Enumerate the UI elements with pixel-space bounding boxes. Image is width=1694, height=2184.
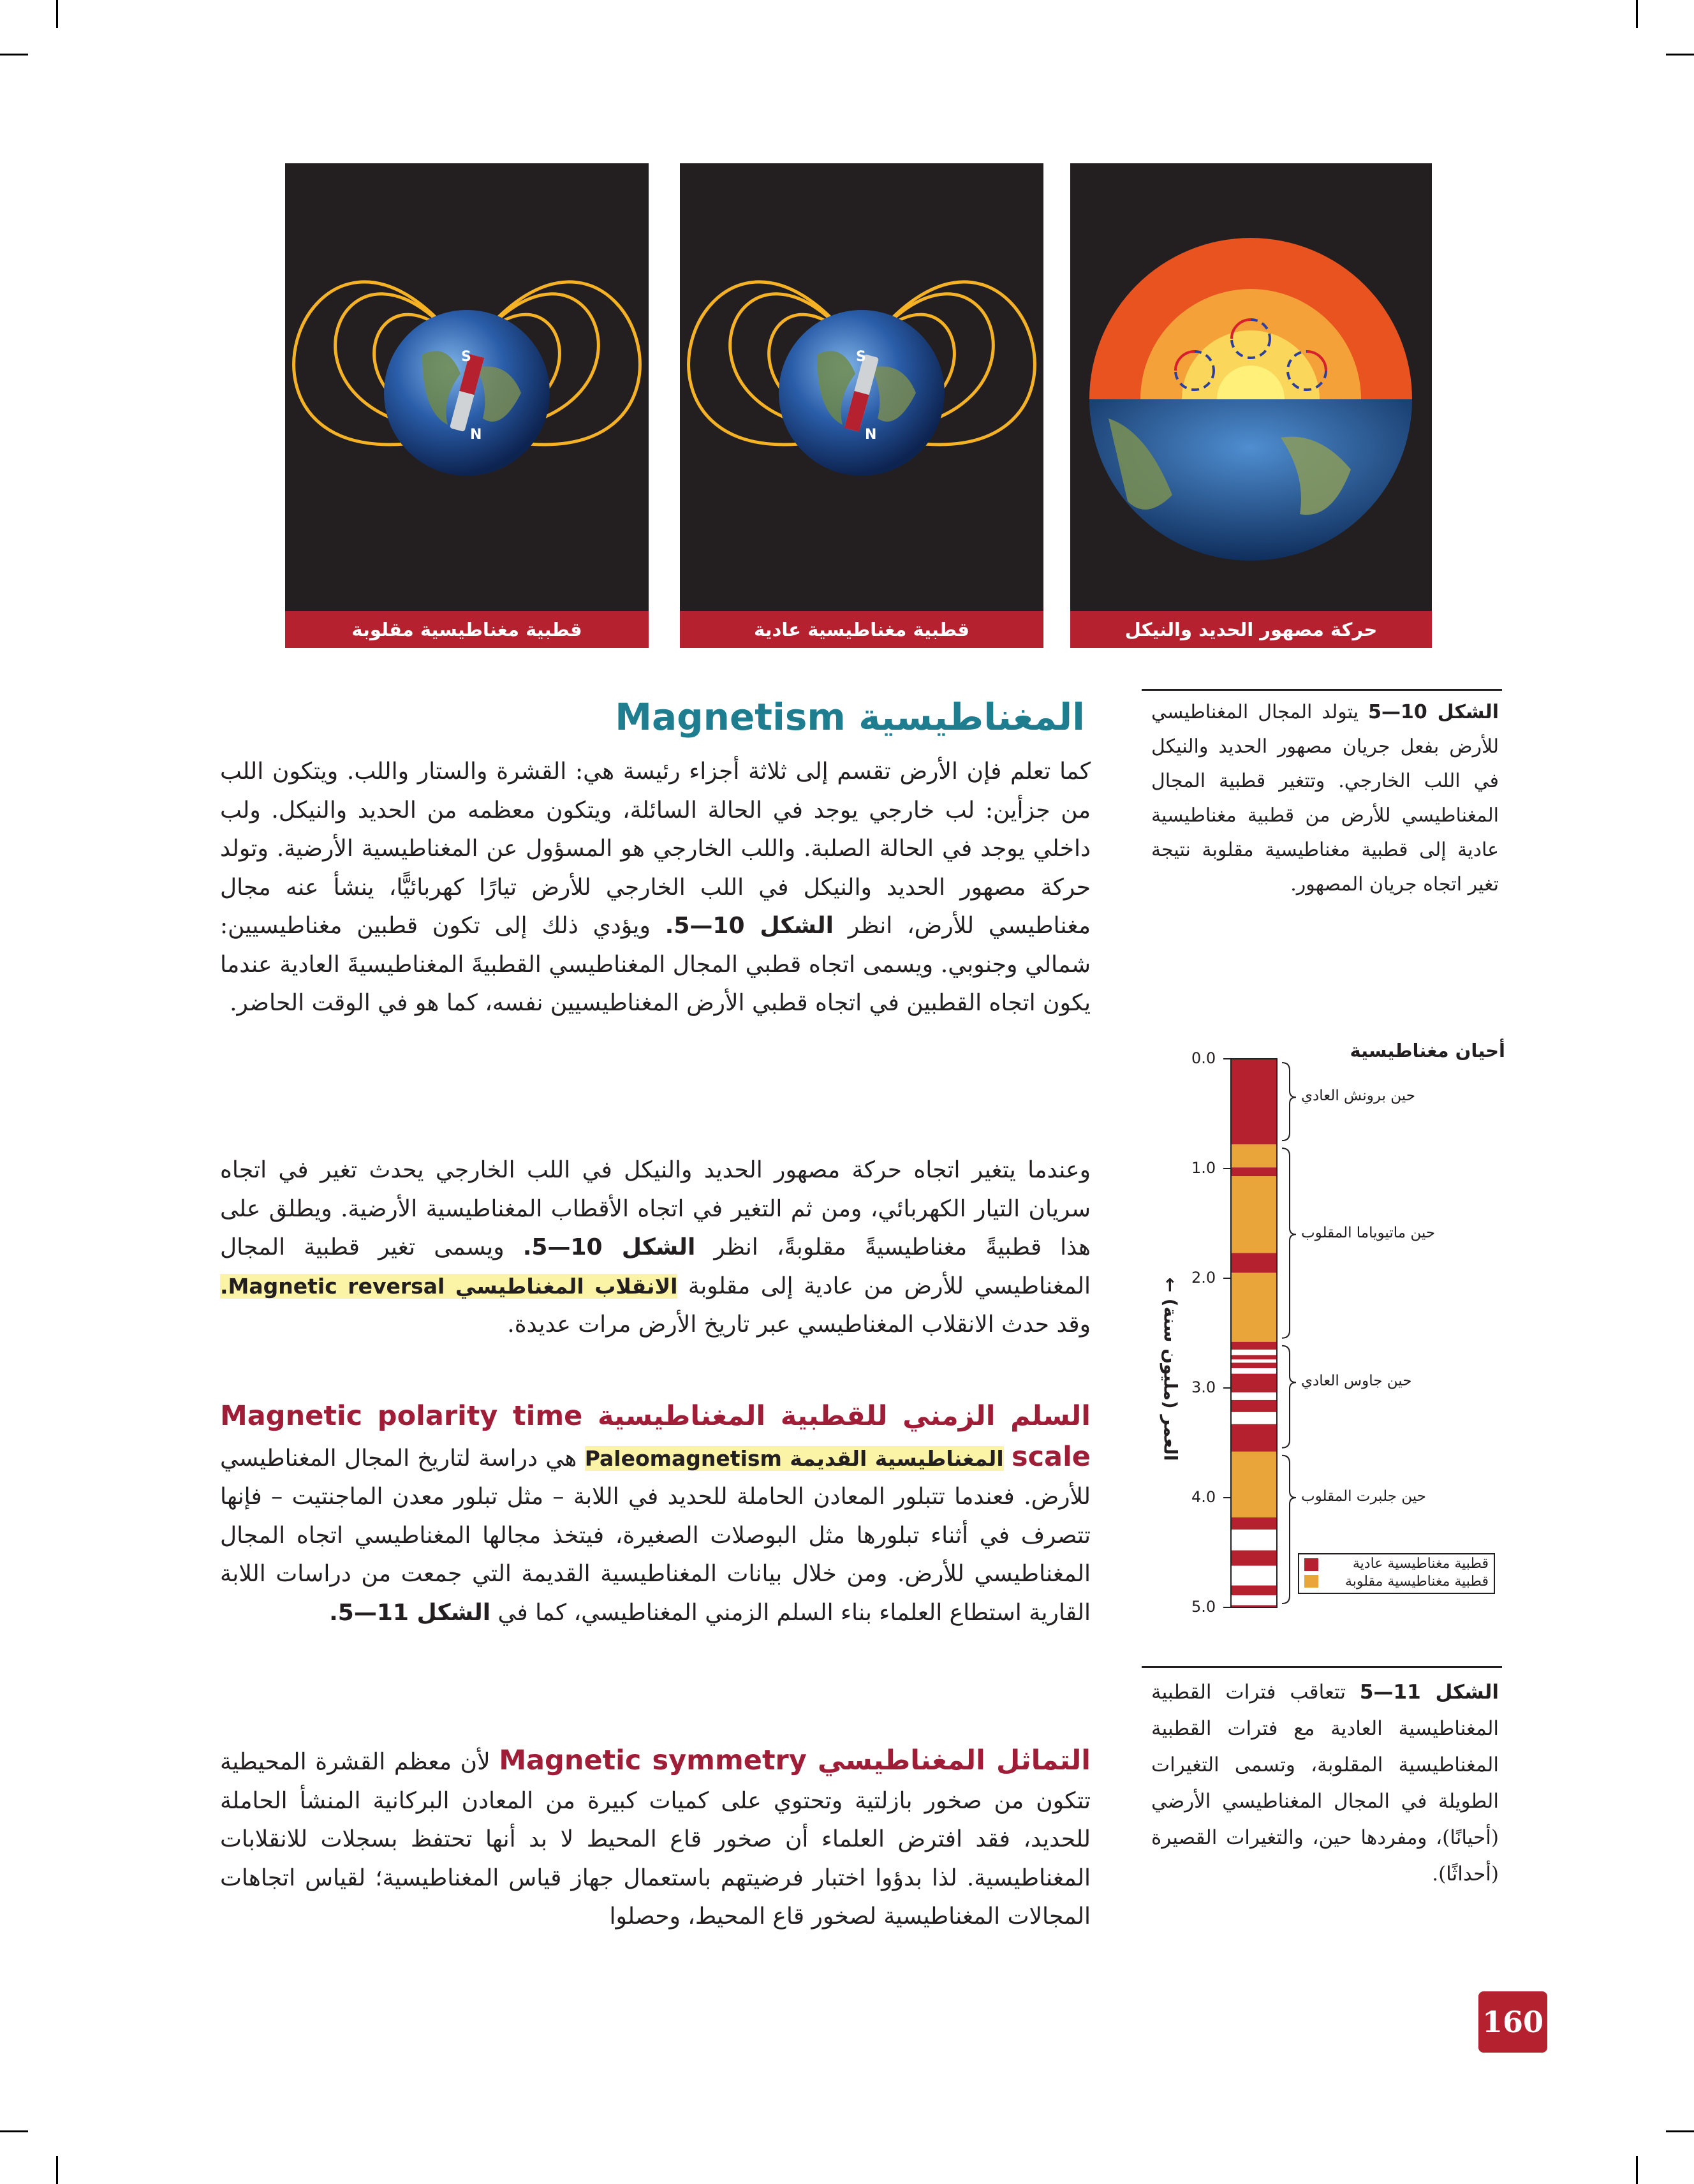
crop-mark xyxy=(56,2156,58,2184)
normal-interval xyxy=(1231,1424,1277,1452)
normal-interval xyxy=(1231,1355,1277,1359)
legend-swatch-reversed xyxy=(1304,1575,1318,1588)
crop-mark xyxy=(1636,0,1638,28)
magnet-n-label: N xyxy=(470,427,482,443)
figure-reference: الشكل 10—5. xyxy=(665,913,834,939)
figure-panel-core xyxy=(1070,163,1432,648)
legend-swatch-normal xyxy=(1304,1558,1318,1571)
tick-label: 5.0 xyxy=(1191,1598,1216,1616)
figure-caption: قطبية مغناطيسية مقلوبة xyxy=(285,611,649,648)
subsection-polarity-time-scale xyxy=(220,1397,1091,1632)
crop-mark xyxy=(1666,2130,1694,2132)
figure-caption-text: يتولد المجال المغناطيسي للأرض بفعل جريان مصهور الحديد والنيكل في اللب الخارجي. وتتغير قطبية المجال المغناطيسي للأرض من قطبية مغناطيسية عادية إلى قطبية مغناطيسية مقلوبة نتيجة تغير اتجاه جريان المصهور. xyxy=(1151,701,1499,896)
reversed-interval xyxy=(1231,1452,1277,1517)
figure-panel-reversed xyxy=(285,163,649,648)
time-scale-bar xyxy=(1148,1040,1505,1627)
heading-english: Magnetism xyxy=(615,695,846,739)
legend-label-reversed: قطبية مغناطيسية مقلوبة xyxy=(1344,1574,1489,1590)
paragraph-text: وقد حدث الانقلاب المغناطيسي عبر تاريخ الأرض مرات عديدة. xyxy=(507,1311,1091,1338)
reversed-interval xyxy=(1231,1144,1277,1167)
normal-interval xyxy=(1231,1374,1277,1392)
crop-mark xyxy=(1636,2156,1638,2184)
normal-interval xyxy=(1231,1517,1277,1530)
caption-rule xyxy=(1142,1666,1502,1668)
paragraph-text: ويسمى تغير قطبية المجال المغناطيسي للأرض من عادية إلى مقلوبة xyxy=(220,1234,1091,1299)
event-bracket xyxy=(1282,1063,1296,1140)
subsection-title: التماثل المغناطيسي Magnetic symmetry xyxy=(499,1745,1091,1776)
crop-mark xyxy=(56,0,58,28)
figure-10-5-caption xyxy=(1151,695,1499,902)
figure-reference: الشكل 10—5. xyxy=(522,1234,696,1260)
normal-interval xyxy=(1231,1253,1277,1273)
figure-caption-text: تتعاقب فترات القطبية المغناطيسية العادية مع فترات القطبية المغناطيسية المقلوبة، وتسمى التغيرات الطويلة في المجال المغناطيسي الأرضي (أحيانًا)، ومفردها حين، والتغيرات القصيرة (أحداثًا). xyxy=(1151,1681,1499,1885)
magnetic-field-illustration xyxy=(680,163,1043,648)
magnet-s-label: S xyxy=(461,349,471,365)
event-bracket xyxy=(1282,1456,1296,1604)
key-term: الانقلاب المغناطيسي Magnetic reversal. xyxy=(220,1273,678,1299)
figure-reference: الشكل 11—5. xyxy=(329,1599,491,1626)
reversed-interval xyxy=(1231,1273,1277,1341)
event-label: حين برونش العادي xyxy=(1301,1088,1415,1105)
key-term: المغناطيسية القديمة Paleomagnetism xyxy=(584,1445,1004,1471)
magnetic-field-illustration xyxy=(285,163,649,648)
paragraph-text: لأن معظم القشرة المحيطية تتكون من صخور بازلتية وتحتوي على كميات كبيرة من المعادن البركانية المنشأ الحاملة للحديد، فقد افترض العلماء أن صخور قاع المحيط لا بد أنها تحتفظ بسجلات للانقلابات المغناطيسية. لذا بدؤوا اختبار فرضيتهم باستعمال جهاز قياس المغناطيسية؛ لقياس اتجاهات المجالات المغناطيسية لصخور قاع المحيط، وحصلوا xyxy=(220,1749,1091,1929)
subsection-title: السلم الزمني للقطبية المغناطيسية Magnetic polarity time scale xyxy=(220,1400,1091,1473)
paragraph-text: ويؤدي ذلك إلى تكون قطبين مغناطيسيين: شمالي وجنوبي. ويسمى اتجاه قطبي المجال المغناطيسي القطبيةَ المغناطيسيةَ العادية عندما يكون اتجاه القطبين في اتجاه قطبي الأرض المغناطيسيين نفسه، كما هو في الوقت الحاضر. xyxy=(220,913,1091,1016)
magnet-s-label: S xyxy=(856,349,866,365)
normal-interval xyxy=(1231,1400,1277,1412)
subsection-magnetic-symmetry xyxy=(220,1741,1091,1937)
figure-11-5-caption xyxy=(1151,1674,1499,1893)
magnet-n-label: N xyxy=(865,427,877,443)
magnetic-time-scale-chart xyxy=(1148,1040,1505,1627)
y-axis-label-text: العمر (مليون سنة) xyxy=(1160,1298,1181,1461)
figure-label: الشكل 11—5 xyxy=(1359,1681,1499,1704)
reversed-interval xyxy=(1231,1176,1277,1253)
tick-label: 1.0 xyxy=(1191,1159,1216,1177)
y-axis-label: العمر (مليون سنة) ← xyxy=(1160,1277,1181,1461)
event-bracket xyxy=(1282,1148,1296,1338)
page-number: 160 xyxy=(1478,1991,1547,2053)
figure-label: الشكل 10—5 xyxy=(1368,701,1499,723)
chart-title: أحيان مغناطيسية xyxy=(1350,1040,1505,1061)
crop-mark xyxy=(0,2130,28,2132)
event-label: حين جاوس العادي xyxy=(1301,1373,1412,1390)
normal-interval xyxy=(1231,1551,1277,1566)
event-label: حين ماتيوياما المقلوب xyxy=(1301,1225,1436,1242)
paragraph-text: وعندما يتغير اتجاه حركة مصهور الحديد والنيكل في اللب الخارجي يحدث تغير في اتجاه سريان التيار الكهربائي، ومن ثم التغير في اتجاه الأقطاب المغناطيسية الأرضية. ويطلق على هذا قطبيةً مغناطيسيةً مقلوبةً، انظر xyxy=(220,1157,1091,1260)
heading-arabic: المغناطيسية xyxy=(858,695,1085,739)
figure-caption: حركة مصهور الحديد والنيكل xyxy=(1070,611,1432,648)
tick-label: 4.0 xyxy=(1191,1488,1216,1506)
event-bracket xyxy=(1282,1346,1296,1448)
caption-rule xyxy=(1142,689,1502,691)
crop-mark xyxy=(0,54,28,55)
legend-label-normal: قطبية مغناطيسية عادية xyxy=(1352,1556,1489,1572)
normal-interval xyxy=(1231,1362,1277,1368)
section-heading xyxy=(615,695,1085,739)
normal-interval xyxy=(1231,1059,1277,1144)
normal-interval xyxy=(1231,1586,1277,1595)
tick-label: 0.0 xyxy=(1191,1049,1216,1067)
paragraph-1 xyxy=(220,753,1091,1023)
tick-label: 3.0 xyxy=(1191,1378,1216,1396)
figure-caption: قطبية مغناطيسية عادية xyxy=(680,611,1043,648)
crop-mark xyxy=(1666,54,1694,55)
paragraph-text: هي دراسة لتاريخ المجال المغناطيسي للأرض. فعندما تتبلور المعادن الحاملة للحديد في اللابة – مثل تبلور معدن الماجنتيت – فإنها تتصرف في أثناء تبلورها مثل البوصلات الصغيرة، فيتخذ مجالها المغناطيسي اتجاه المجال المغناطيسي للأرض. ومن خلال بيانات المغناطيسية القديمة التي جمعت من دراسات اللابة القارية استطاع العلماء بناء السلم الزمني المغناطيسي، كما في xyxy=(220,1445,1091,1626)
chart-legend xyxy=(1298,1553,1495,1594)
normal-interval xyxy=(1231,1342,1277,1350)
figure-panel-normal xyxy=(680,163,1043,648)
event-label: حين جلبرت المقلوب xyxy=(1301,1488,1426,1505)
tick-label: 2.0 xyxy=(1191,1269,1216,1287)
paragraph-text: كما تعلم فإن الأرض تقسم إلى ثلاثة أجزاء رئيسة هي: القشرة والستار واللب. ويتكون اللب من جزأين: لب خارجي يوجد في الحالة السائلة، ويتكون معظمه من الحديد والنيكل. ولب داخلي يوجد في الحالة الصلبة. واللب الخارجي هو المسؤول عن المغناطيسية الأرضية. وتولد حركة مصهور الحديد والنيكل في اللب الخارجي للأرض تيارًا كهربائيًّا، ينشأ عنه مجال مغناطيسي للأرض، انظر xyxy=(220,758,1091,939)
earth-core-illustration xyxy=(1070,163,1432,648)
paragraph-2 xyxy=(220,1151,1091,1345)
normal-interval xyxy=(1231,1167,1277,1176)
